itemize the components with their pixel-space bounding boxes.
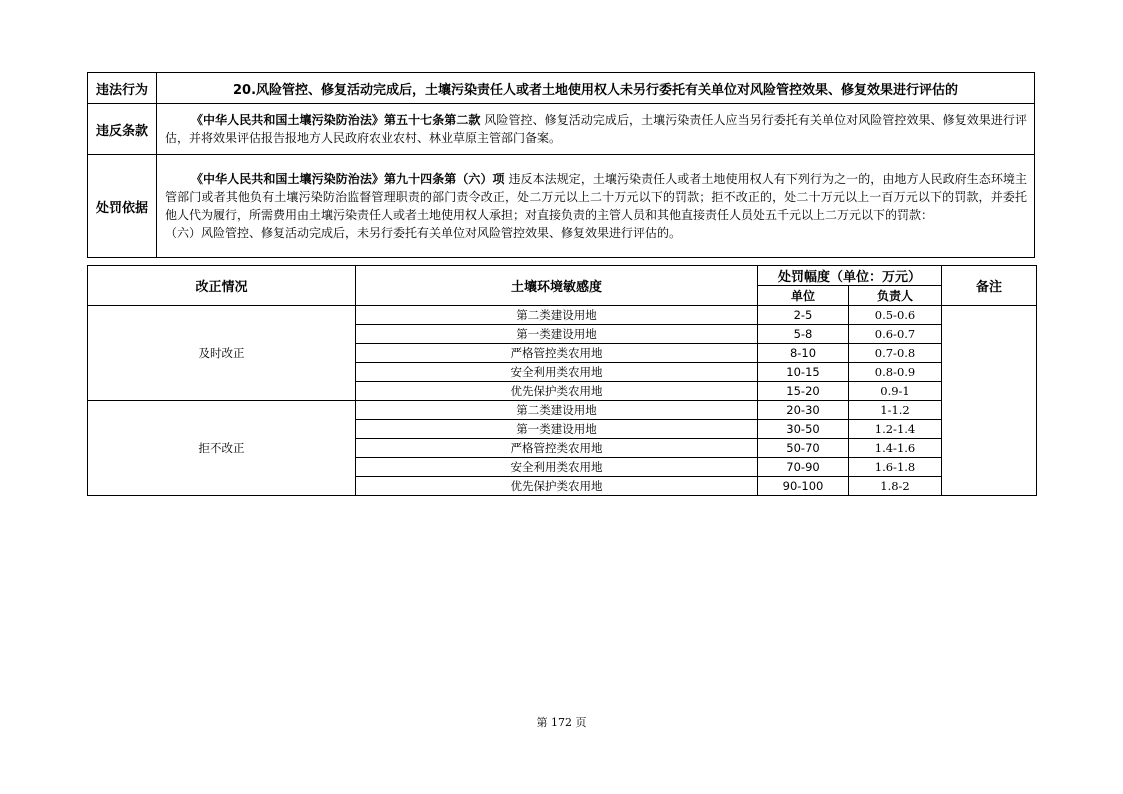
page-number: 第 172 页 bbox=[536, 716, 587, 729]
penalty-table bbox=[87, 265, 1037, 496]
clause-text: 风险管控、修复活动完成后，土壤污染责任人应当另行委托有关单位对风险管控效果、修复效果进行评估，并将效果评估报告报地方人民政府农业农村、林业草原主管部门备案。 bbox=[165, 113, 1027, 145]
person-fine-cell: 1.2-1.4 bbox=[849, 420, 942, 439]
clause-cell bbox=[157, 104, 1035, 155]
land-type-cell: 优先保护类农用地 bbox=[356, 477, 758, 496]
land-type-cell: 第一类建设用地 bbox=[356, 420, 758, 439]
unit-fine-cell: 8-10 bbox=[758, 344, 849, 363]
unit-fine-cell: 2-5 bbox=[758, 306, 849, 325]
basis-text: 违反本法规定，土壤污染责任人或者土地使用权人有下列行为之一的，由地方人民政府生态环境主管部门或者其他负有土壤污染防治监督管理职责的部门责令改正，处二万元以上二十万元以下的罚款；拒不改正的，处二十万元以上一百万元以下的罚款，并委托他人代为履行，所需费用由土壤污染责任人或者土地使用权人承担；对直接负责的主管人员和其他直接责任人员处五千元以上二万元以下的罚款： bbox=[165, 172, 1027, 222]
basis-item: （六）风险管控、修复活动完成后，未另行委托有关单位对风险管控效果、修复效果进行评估的。 bbox=[165, 226, 682, 240]
person-fine-cell: 1-1.2 bbox=[849, 401, 942, 420]
land-type-cell: 安全利用类农用地 bbox=[356, 363, 758, 382]
clause-law: 《中华人民共和国土壤污染防治法》第五十七条第二款 bbox=[191, 113, 481, 127]
land-type-cell: 第二类建设用地 bbox=[356, 401, 758, 420]
unit-fine-cell: 70-90 bbox=[758, 458, 849, 477]
group-label-refuse: 拒不改正 bbox=[88, 401, 356, 496]
person-fine-cell: 0.9-1 bbox=[849, 382, 942, 401]
basis-row bbox=[88, 155, 1035, 258]
basis-cell bbox=[157, 155, 1035, 258]
violation-label: 违法行为 bbox=[88, 73, 157, 104]
person-fine-cell: 1.4-1.6 bbox=[849, 439, 942, 458]
unit-fine-cell: 30-50 bbox=[758, 420, 849, 439]
unit-fine-cell: 20-30 bbox=[758, 401, 849, 420]
land-type-cell: 严格管控类农用地 bbox=[356, 344, 758, 363]
clause-label: 违反条款 bbox=[88, 104, 157, 155]
violation-row bbox=[88, 73, 1035, 104]
clause-paragraph bbox=[157, 109, 1034, 149]
col-range-header: 处罚幅度（单位：万元） bbox=[758, 266, 942, 286]
land-type-cell: 第一类建设用地 bbox=[356, 325, 758, 344]
unit-fine-cell: 50-70 bbox=[758, 439, 849, 458]
group-label-timely: 及时改正 bbox=[88, 306, 356, 401]
unit-fine-cell: 90-100 bbox=[758, 477, 849, 496]
basis-label: 处罚依据 bbox=[88, 155, 157, 258]
violation-info-table bbox=[87, 72, 1035, 258]
land-type-cell: 安全利用类农用地 bbox=[356, 458, 758, 477]
col-correction-header: 改正情况 bbox=[88, 266, 356, 306]
unit-fine-cell: 15-20 bbox=[758, 382, 849, 401]
basis-law: 《中华人民共和国土壤污染防治法》第九十四条第（六）项 bbox=[191, 172, 505, 186]
unit-fine-cell: 5-8 bbox=[758, 325, 849, 344]
col-unit-header: 单位 bbox=[758, 286, 849, 306]
person-fine-cell: 1.6-1.8 bbox=[849, 458, 942, 477]
person-fine-cell: 0.6-0.7 bbox=[849, 325, 942, 344]
land-type-cell: 优先保护类农用地 bbox=[356, 382, 758, 401]
land-type-cell: 严格管控类农用地 bbox=[356, 439, 758, 458]
unit-fine-cell: 10-15 bbox=[758, 363, 849, 382]
violation-title: 20.风险管控、修复活动完成后，土壤污染责任人或者土地使用权人未另行委托有关单位对风险管控效果、修复效果进行评估的 bbox=[157, 73, 1035, 104]
col-sensitivity-header: 土壤环境敏感度 bbox=[356, 266, 758, 306]
clause-row bbox=[88, 104, 1035, 155]
land-type-cell: 第二类建设用地 bbox=[356, 306, 758, 325]
remark-cell bbox=[942, 306, 1037, 496]
table-row bbox=[88, 401, 1037, 420]
person-fine-cell: 1.8-2 bbox=[849, 477, 942, 496]
col-remark-header: 备注 bbox=[942, 266, 1037, 306]
person-fine-cell: 0.5-0.6 bbox=[849, 306, 942, 325]
col-person-header: 负责人 bbox=[849, 286, 942, 306]
person-fine-cell: 0.7-0.8 bbox=[849, 344, 942, 363]
person-fine-cell: 0.8-0.9 bbox=[849, 363, 942, 382]
penalty-header-row bbox=[88, 266, 1037, 286]
basis-paragraph bbox=[157, 168, 1034, 244]
table-row bbox=[88, 306, 1037, 325]
